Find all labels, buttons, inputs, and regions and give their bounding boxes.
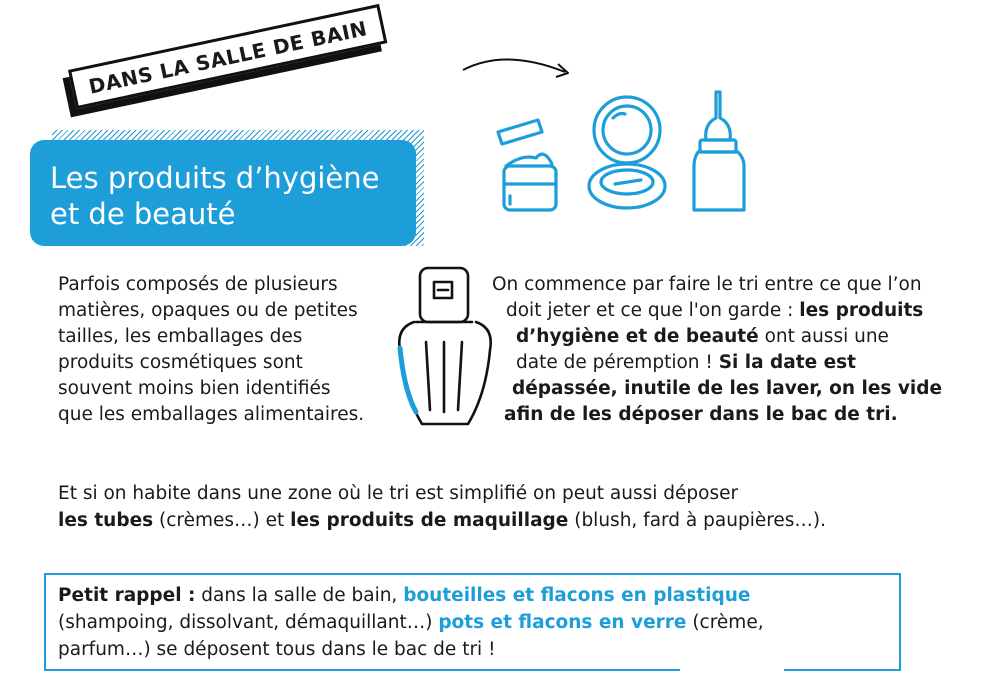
middle-text-l2c: les produits de maquillage: [290, 510, 569, 531]
right-text-l4a: date de péremption !: [516, 352, 719, 373]
cream-jar-icon: [492, 118, 562, 214]
right-text-l2b: les produits: [799, 300, 924, 321]
left-line: tailles, les emballages des: [58, 326, 303, 347]
page-title: [50, 160, 410, 232]
left-line: matières, opaques ou de petites: [58, 300, 358, 321]
right-text-l5: dépassée, inutile de les laver, on les vide: [512, 378, 943, 399]
right-line-5: [492, 376, 962, 402]
middle-text-l2b: (crèmes…) et: [153, 510, 291, 531]
right-line-6: [492, 402, 962, 428]
reminder-line-2: [58, 609, 888, 636]
right-line-2: [492, 298, 962, 324]
right-text-l3b: ont aussi une: [758, 326, 889, 347]
left-line: Parfois composés de plusieurs: [58, 274, 338, 295]
section-tag-label: DANS LA SALLE DE BAIN: [68, 4, 387, 109]
right-line-1: [492, 272, 962, 298]
reminder-highlight-glass: pots et flacons en verre: [438, 612, 687, 633]
reminder-border-gap: [680, 664, 784, 676]
title-line-1: Les produits d’hygiène: [50, 161, 380, 195]
reminder-t2: (shampoing, dissolvant, démaquillant…): [58, 612, 439, 633]
right-line-4: [492, 350, 962, 376]
reminder-t3: (crème,: [686, 612, 764, 633]
left-paragraph: [58, 272, 398, 428]
reminder-text: [58, 582, 888, 663]
right-text-l1: On commence par faire le tri entre ce que l’on: [492, 274, 922, 295]
middle-text-l2a: les tubes: [58, 510, 154, 531]
reminder-label: Petit rappel :: [58, 585, 196, 606]
right-text-l6: afin de les déposer dans le bac de tri.: [504, 404, 898, 425]
compact-powder-icon: [585, 94, 670, 214]
left-line: produits cosmétiques sont: [58, 352, 303, 373]
right-text-l4b: Si la date est: [718, 352, 857, 373]
arrow-icon: [455, 52, 580, 82]
perfume-bottle-icon: [392, 262, 498, 434]
left-line: que les emballages alimentaires.: [58, 404, 365, 425]
middle-text-l2d: (blush, fard à paupières…).: [568, 510, 827, 531]
right-text-l2a: doit jeter et ce que l'on garde :: [506, 300, 800, 321]
reminder-highlight-plastic: bouteilles et flacons en plastique: [403, 585, 751, 606]
right-line-3: [492, 324, 962, 350]
middle-line-2: [58, 507, 938, 534]
title-line-2: et de beauté: [50, 197, 236, 231]
right-text-l3a: d’hygiène et de beauté: [516, 326, 759, 347]
reminder-line-1: [58, 582, 888, 609]
middle-line-1: Et si on habite dans une zone où le tri est simplifié on peut aussi déposer: [58, 483, 739, 504]
left-line: souvent moins bien identifiés: [58, 378, 331, 399]
right-paragraph: [492, 272, 962, 428]
reminder-t1: dans la salle de bain,: [195, 585, 404, 606]
dropper-bottle-icon: [690, 88, 748, 216]
middle-paragraph: [58, 480, 938, 534]
reminder-line-3: parfum…) se déposent tous dans le bac de tri !: [58, 639, 496, 660]
